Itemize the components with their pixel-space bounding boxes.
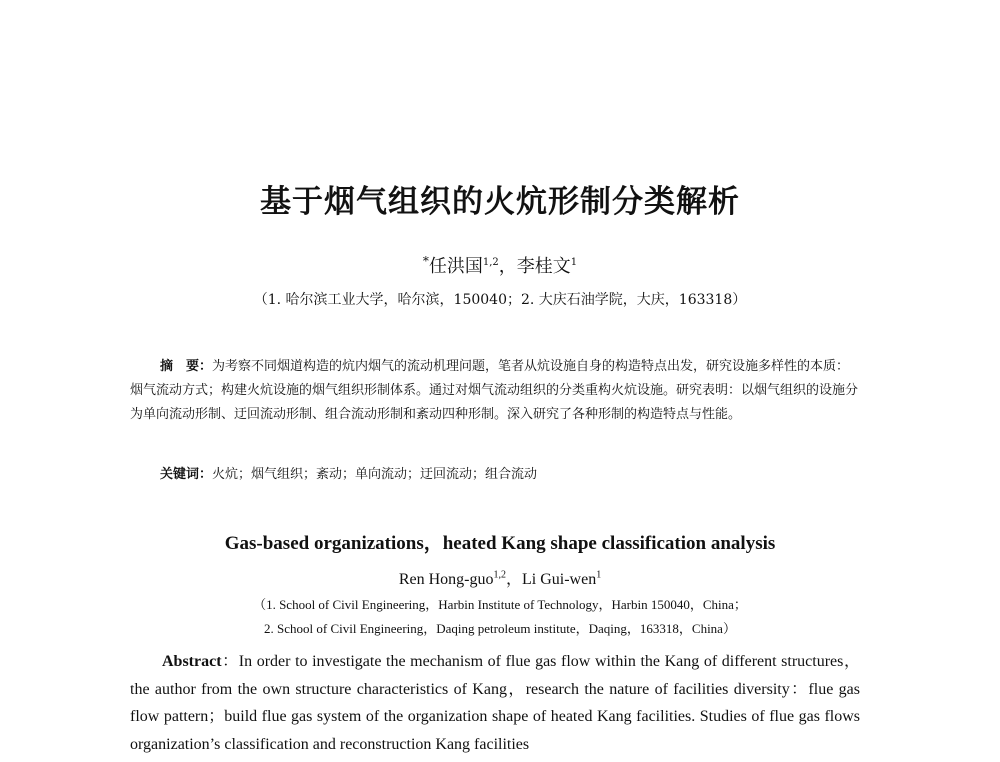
author-1-en-affil: 1,2 <box>493 569 506 581</box>
author-1-cn: 任洪国 <box>428 256 483 277</box>
author-separator-cn: ， <box>498 256 517 277</box>
abstract-cn <box>130 355 860 427</box>
author-1-cn-affil: 1,2 <box>482 257 499 268</box>
abstract-text-cn: 为考察不同烟道构造的炕内烟气的流动机理问题，笔者从炕设施自身的构造特点出发，研究设施多样性的本质：烟气流动方式；构建火炕设施的烟气组织形制体系。通过对烟气流动组织的分类重构火炕设施。研究表明：以烟气组织的设施分为单向流动形制、迂回流动形制、组合流动形制和紊动四种形制。深入研究了各种形制的构造特点与性能。 <box>130 359 859 422</box>
affiliation-en-2: 2. School of Civil Engineering，Daqing petroleum institute，Daqing，163318，China） <box>264 621 736 636</box>
abstract-colon-en: ： <box>221 653 239 670</box>
authors-cn <box>0 252 1000 278</box>
abstract-en <box>130 648 860 758</box>
paper-title-en: Gas-based organizations，heated Kang shape classification analysis <box>224 533 776 554</box>
affiliation-en-1: （1. School of Civil Engineering，Harbin Institute of Technology，Harbin 150040，China； <box>253 597 747 612</box>
corresponding-mark: * <box>422 254 429 268</box>
authors-en <box>0 566 1000 589</box>
keywords-label-cn: 关键词： <box>160 467 213 482</box>
abstract-text-en: In order to investigate the mechanism of flue gas flow within the Kang of different structures，the author from the own structure characteristics of Kang，research the nature of facilities diversity：flue gas flow pattern；build flue gas system of the organization shape of heated Kang facilities. Studies of flue gas flows organization’s classification and reconstruction Kang facilities <box>130 653 860 753</box>
author-1-en: Ren Hong-guo <box>398 571 494 588</box>
keywords-cn <box>160 463 537 482</box>
author-2-cn: 李桂文 <box>516 256 571 277</box>
author-2-en-affil: 1 <box>596 569 602 581</box>
author-2-en: Li Gui-wen <box>521 571 597 588</box>
author-2-cn-affil: 1 <box>570 257 578 268</box>
abstract-label-cn: 摘 要： <box>160 359 213 374</box>
author-separator-en: ， <box>505 571 522 588</box>
abstract-label-en: Abstract <box>162 653 222 670</box>
paper-title-cn: 基于烟气组织的火炕形制分类解析 <box>260 184 740 220</box>
affiliation-cn: （1. 哈尔滨工业大学，哈尔滨，150040；2. 大庆石油学院，大庆，163318） <box>253 292 747 308</box>
keywords-text-cn: 火炕；烟气组织；紊动；单向流动；迂回流动；组合流动 <box>212 467 538 482</box>
